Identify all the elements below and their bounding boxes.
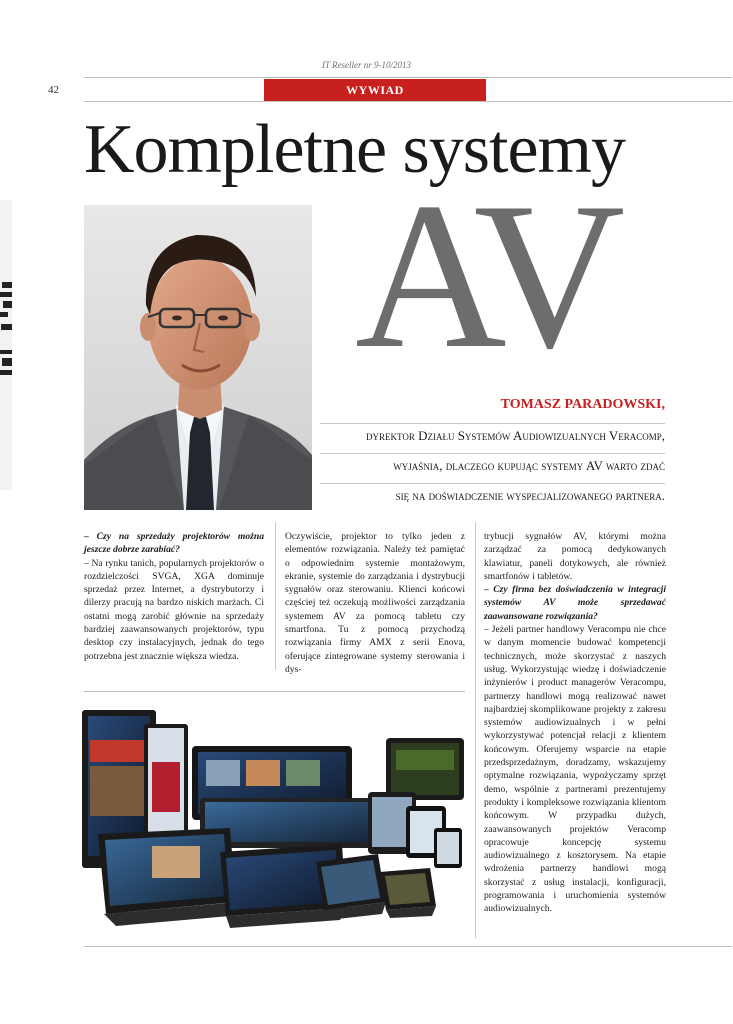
footer-rule xyxy=(84,946,732,947)
edge-decoration xyxy=(0,200,12,490)
article-title: Kompletne systemy xyxy=(84,111,625,188)
article-column-2 xyxy=(285,530,465,676)
image-rule-top xyxy=(84,691,465,692)
intro-rule-2 xyxy=(320,453,665,454)
question-1: – Czy na sprzedaży projektorów można jeszcze dobrze zarabiać? xyxy=(84,531,264,556)
intro-line-2: wyjaśnia, dlaczego kupując systemy AV warto zdać xyxy=(393,458,665,473)
column-separator-2 xyxy=(475,522,476,938)
question-2: – Czy firma bez doświadczenia w integracji systemów AV może sprzedawać zaawansowane rozwiązania? xyxy=(484,584,666,622)
header-rule-bottom xyxy=(84,101,732,102)
column-3-text-1: trybucji sygnałów AV, którymi można zarządzać za pomocą dedykowanych klawiatur, paneli dotykowych, ale również smartfonów i tabletów. xyxy=(484,531,666,582)
article-title-av: AV xyxy=(355,160,620,392)
intro-line-1: dyrektor Działu Systemów Audiowizualnych Veracomp, xyxy=(365,428,665,443)
article-column-3 xyxy=(484,530,666,916)
answer-1: – Na rynku tanich, popularnych projektorów o rozdzielczości SVGA, XGA dominuje sprzedaż przez Internet, a dystrybutorzy i dilerzy pracują na bardzo niskich marżach. Ci ostatni mogą zarobić głównie na sprzedaży bardziej zaawansowanych projektorów, typu desktop czy instalacyjnych, jednak do tego potrzebna jest znacznie większa wiedza. xyxy=(84,557,264,662)
article-column-1 xyxy=(84,530,264,663)
section-tag: WYWIAD xyxy=(264,79,486,101)
column-2-text: Oczywiście, projektor to tylko jeden z elementów rozwiązania. Należy też pamiętać o odpowiednim systemie montażowym, ekranie, systemie do zarządzania i dystrybucji sygnałów oraz sterowaniu. Klienci końcowi częściej też oczekują możliwości zarządzania systemem AV za pomocą tabletu czy smartfona. Tu z pomocą przychodzą rozwiązania firmy AMX z serii Enova, oferujące zintegrowane systemy sterowania i dys- xyxy=(285,531,465,675)
publication-header: IT Reseller nr 9-10/2013 xyxy=(321,60,412,70)
interviewee-photo xyxy=(84,205,312,510)
interviewee-name: TOMASZ PARADOWSKI, xyxy=(500,397,665,412)
intro-rule-1 xyxy=(320,423,665,424)
intro-rule-3 xyxy=(320,483,665,484)
amx-devices-image xyxy=(80,702,466,938)
column-separator-1 xyxy=(275,522,276,670)
answer-2: – Jeżeli partner handlowy Veracompu nie chce w danym momencie budować kompetencji technicznych, może skorzystać z naszych usług. Wykorzystując wiedzę i doświadczenie inżynierów i product managerów Veracompu, partnerzy handlowi mogą realizować nawet najbardziej skomplikowane projekty z zakresu systemów audiowizualnych i w pełni wykorzystywać potencjał relacji z klientem końcowym. Oferujemy wsparcie na etapie przedsprzedażnym, doradzamy, wskazujemy optymalne rozwiązania, wypożyczamy sprzęt demo, wspólnie z partnerami prezentujemy produkty i kompleksowe rozwiązania klientom końcowym. W przypadku dużych, zaawansowanych projektów Veracomp opracowuje koncepcję systemu audiowizualnego z kosztorysem. Na etapie wdrożenia partnerzy handlowi mogą skorzystać z usług instalacji, konfiguracji, programowania i uruchomienia systemów audiowizualnych. xyxy=(484,624,666,915)
intro-line-3: się na doświadczenie wyspecjalizowanego partnera. xyxy=(395,488,665,503)
page-number: 42 xyxy=(48,84,59,96)
header-rule-top xyxy=(84,77,732,78)
